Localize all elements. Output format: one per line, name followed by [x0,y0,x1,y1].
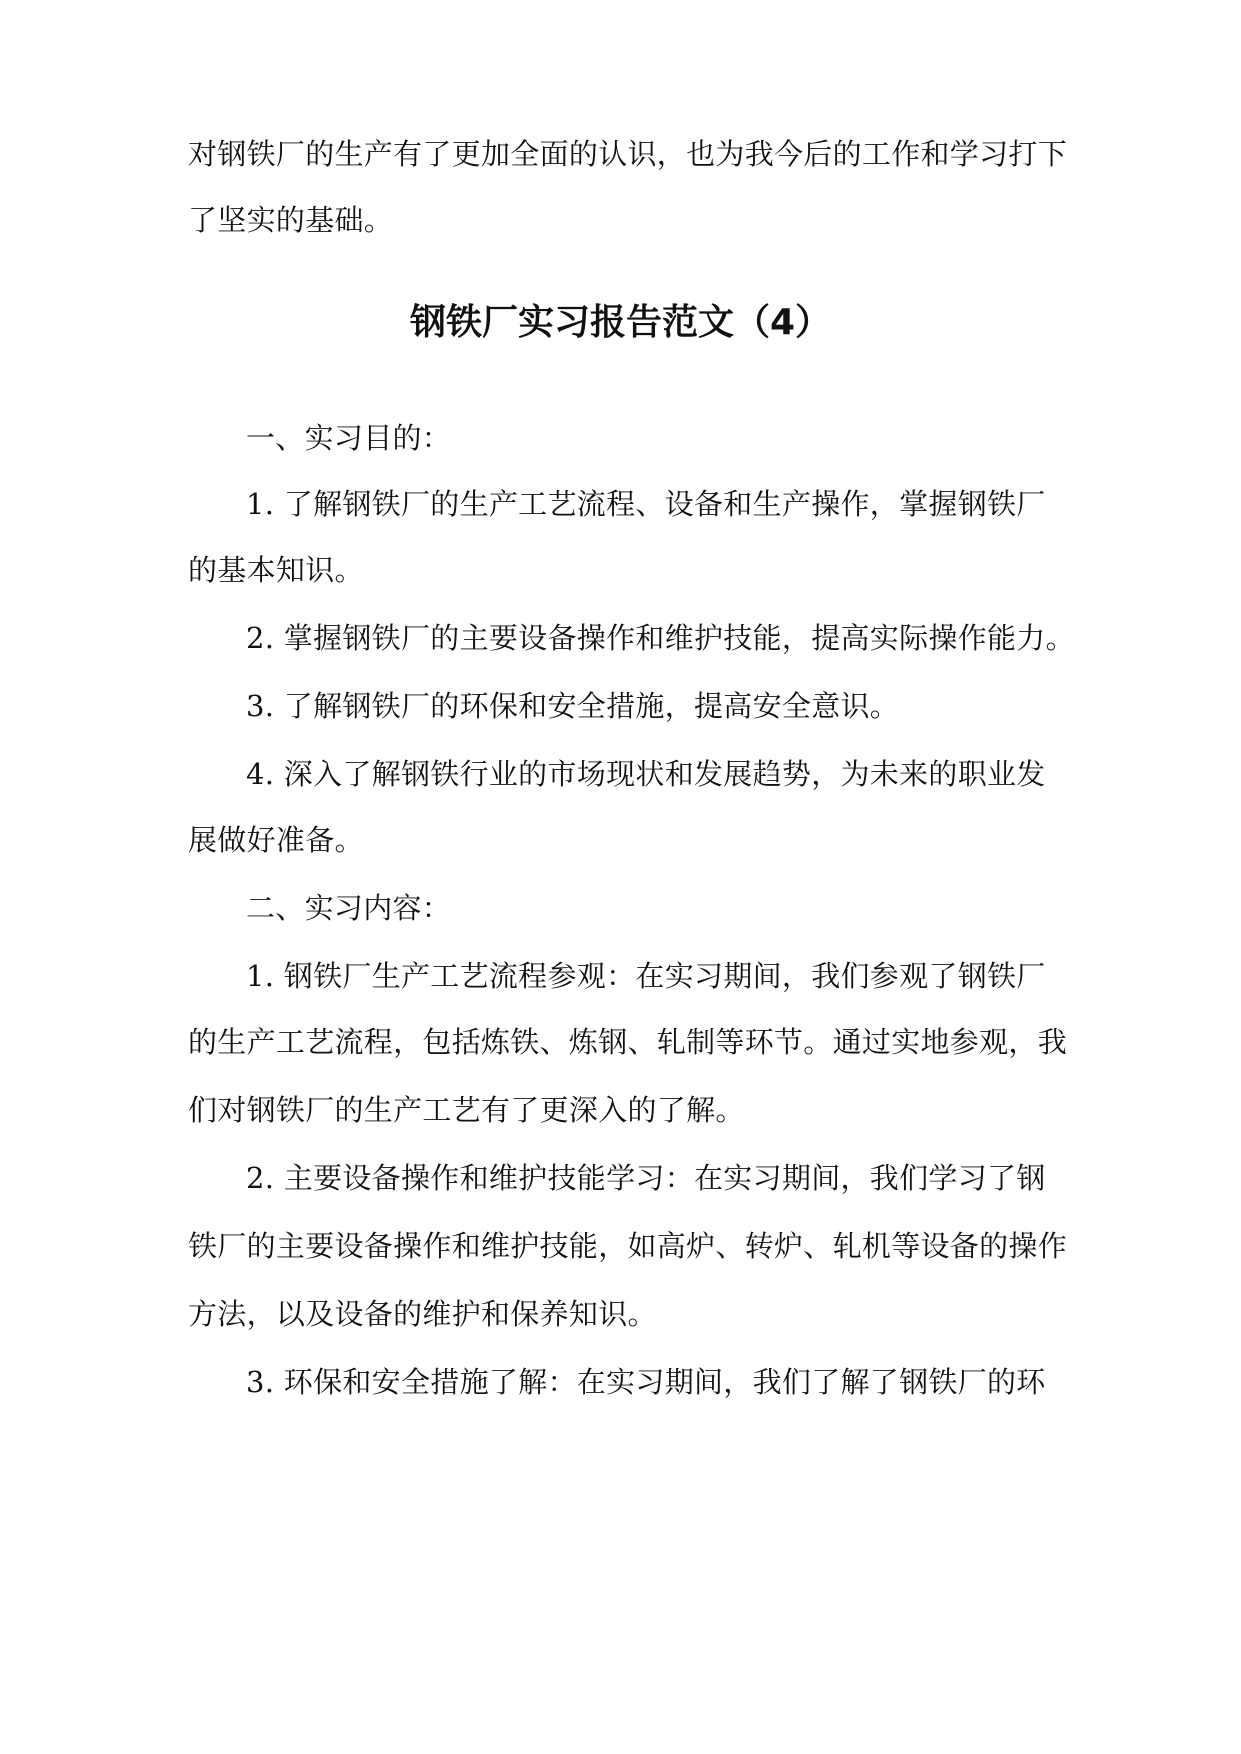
list-item-line: 方法，以及设备的维护和保养知识。 [188,1297,657,1331]
list-item-line: 4. 深入了解钢铁行业的市场现状和发展趋势，为未来的职业发 [246,757,1046,791]
list-item-line: 2. 主要设备操作和维护技能学习：在实习期间，我们学习了钢 [246,1161,1046,1195]
paragraph-line: 对钢铁厂的生产有了更加全面的认识，也为我今后的工作和学习打下 [188,137,1068,171]
section-heading-content: 二、实习内容： [246,891,452,925]
list-item-line: 3. 环保和安全措施了解：在实习期间，我们了解了钢铁厂的环 [246,1365,1046,1399]
section-heading-purpose: 一、实习目的： [246,421,452,455]
list-item-line: 1. 了解钢铁厂的生产工艺流程、设备和生产操作，掌握钢铁厂 [246,487,1046,521]
list-item-line: 的生产工艺流程，包括炼铁、炼钢、轧制等环节。通过实地参观，我 [188,1025,1068,1059]
list-item-line: 3. 了解钢铁厂的环保和安全措施，提高安全意识。 [246,689,900,723]
section-title: 钢铁厂实习报告范文（4） [409,302,832,343]
paragraph-line: 了坚实的基础。 [188,203,394,237]
list-item-line: 的基本知识。 [188,553,364,587]
list-item-line: 铁厂的主要设备操作和维护技能，如高炉、转炉、轧机等设备的操作 [188,1229,1068,1263]
list-item-line: 1. 钢铁厂生产工艺流程参观：在实习期间，我们参观了钢铁厂 [246,959,1046,993]
list-item-line: 2. 掌握钢铁厂的主要设备操作和维护技能，提高实际操作能力。 [246,621,1075,655]
list-item-line: 们对钢铁厂的生产工艺有了更深入的了解。 [188,1093,745,1127]
list-item-line: 展做好准备。 [188,823,364,857]
